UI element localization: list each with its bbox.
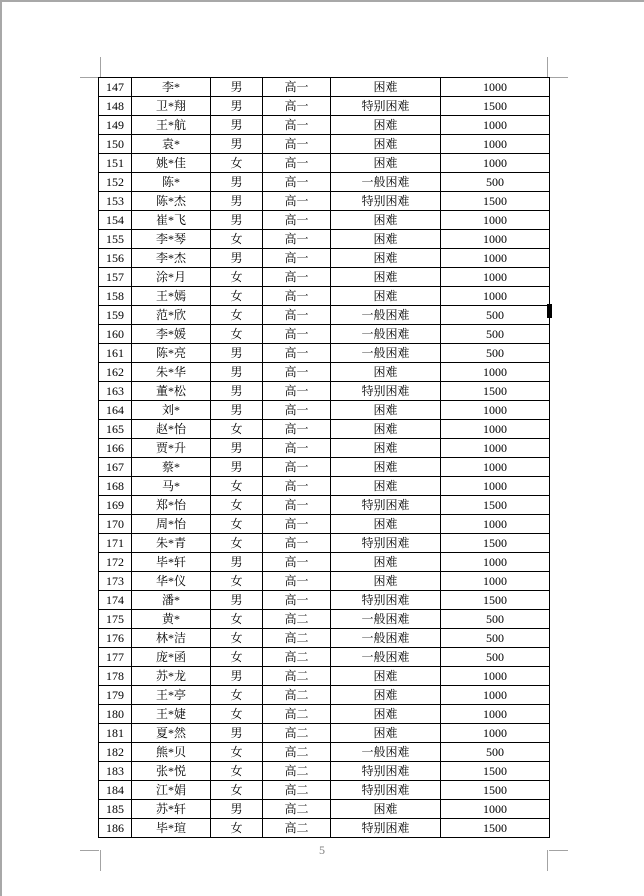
table-row xyxy=(99,97,550,116)
table-row xyxy=(99,572,550,591)
cell-gender: 男 xyxy=(211,401,263,420)
cell-grade: 高一 xyxy=(263,458,331,477)
cell-grade: 高一 xyxy=(263,230,331,249)
cell-gender: 男 xyxy=(211,173,263,192)
cell-amount: 500 xyxy=(441,610,550,629)
cell-difficulty: 一般困难 xyxy=(331,648,441,667)
cell-amount: 1500 xyxy=(441,192,550,211)
cell-name: 潘* xyxy=(132,591,211,610)
cell-amount: 1500 xyxy=(441,762,550,781)
table-row xyxy=(99,534,550,553)
cell-gender: 男 xyxy=(211,78,263,97)
cell-serial: 171 xyxy=(99,534,132,553)
cell-grade: 高一 xyxy=(263,363,331,382)
cell-gender: 男 xyxy=(211,439,263,458)
cell-amount: 500 xyxy=(441,344,550,363)
cell-serial: 161 xyxy=(99,344,132,363)
cell-difficulty: 困难 xyxy=(331,800,441,819)
cell-name: 卫*翔 xyxy=(132,97,211,116)
cell-amount: 500 xyxy=(441,306,550,325)
cell-difficulty: 困难 xyxy=(331,515,441,534)
page-number: 5 xyxy=(319,843,325,857)
cell-grade: 高一 xyxy=(263,192,331,211)
cell-name: 赵*怡 xyxy=(132,420,211,439)
margin-mark-top-right-horizontal xyxy=(549,77,568,78)
cell-name: 李*杰 xyxy=(132,249,211,268)
cell-difficulty: 特别困难 xyxy=(331,762,441,781)
table-row xyxy=(99,363,550,382)
table-row xyxy=(99,610,550,629)
cell-gender: 男 xyxy=(211,135,263,154)
cell-difficulty: 困难 xyxy=(331,401,441,420)
cell-amount: 1000 xyxy=(441,705,550,724)
table-row xyxy=(99,154,550,173)
cell-gender: 男 xyxy=(211,591,263,610)
cell-difficulty: 困难 xyxy=(331,439,441,458)
cell-gender: 女 xyxy=(211,781,263,800)
cell-difficulty: 困难 xyxy=(331,477,441,496)
table-row xyxy=(99,116,550,135)
cell-grade: 高一 xyxy=(263,249,331,268)
cell-serial: 159 xyxy=(99,306,132,325)
cell-amount: 500 xyxy=(441,173,550,192)
table-row xyxy=(99,306,550,325)
cell-serial: 163 xyxy=(99,382,132,401)
cell-difficulty: 困难 xyxy=(331,154,441,173)
table-row xyxy=(99,249,550,268)
cell-name: 苏*轩 xyxy=(132,800,211,819)
cell-gender: 男 xyxy=(211,192,263,211)
cell-grade: 高一 xyxy=(263,78,331,97)
cell-name: 夏*然 xyxy=(132,724,211,743)
cell-name: 朱*青 xyxy=(132,534,211,553)
cell-gender: 男 xyxy=(211,363,263,382)
margin-mark-top-left-horizontal xyxy=(80,77,99,78)
text-cursor-mark xyxy=(547,304,552,318)
table-row xyxy=(99,268,550,287)
cell-serial: 178 xyxy=(99,667,132,686)
cell-amount: 1500 xyxy=(441,819,550,838)
table-row xyxy=(99,230,550,249)
cell-difficulty: 一般困难 xyxy=(331,629,441,648)
cell-serial: 181 xyxy=(99,724,132,743)
cell-amount: 1000 xyxy=(441,249,550,268)
cell-gender: 男 xyxy=(211,553,263,572)
cell-serial: 160 xyxy=(99,325,132,344)
table-row xyxy=(99,439,550,458)
cell-name: 熊*贝 xyxy=(132,743,211,762)
cell-name: 刘* xyxy=(132,401,211,420)
cell-gender: 女 xyxy=(211,762,263,781)
cell-difficulty: 特别困难 xyxy=(331,591,441,610)
cell-amount: 1000 xyxy=(441,800,550,819)
cell-grade: 高一 xyxy=(263,534,331,553)
cell-name: 王*婕 xyxy=(132,705,211,724)
cell-grade: 高一 xyxy=(263,496,331,515)
table-row xyxy=(99,192,550,211)
cell-name: 华*仪 xyxy=(132,572,211,591)
cell-difficulty: 一般困难 xyxy=(331,306,441,325)
cell-gender: 女 xyxy=(211,534,263,553)
cell-grade: 高一 xyxy=(263,344,331,363)
cell-name: 袁* xyxy=(132,135,211,154)
cell-grade: 高二 xyxy=(263,610,331,629)
cell-gender: 女 xyxy=(211,154,263,173)
cell-grade: 高二 xyxy=(263,705,331,724)
cell-gender: 女 xyxy=(211,325,263,344)
table-row xyxy=(99,135,550,154)
cell-difficulty: 困难 xyxy=(331,705,441,724)
table-row xyxy=(99,325,550,344)
cell-difficulty: 特别困难 xyxy=(331,97,441,116)
cell-difficulty: 一般困难 xyxy=(331,173,441,192)
cell-amount: 1000 xyxy=(441,401,550,420)
cell-serial: 151 xyxy=(99,154,132,173)
cell-grade: 高一 xyxy=(263,173,331,192)
cell-serial: 147 xyxy=(99,78,132,97)
cell-serial: 174 xyxy=(99,591,132,610)
cell-name: 范*欣 xyxy=(132,306,211,325)
cell-difficulty: 困难 xyxy=(331,287,441,306)
cell-grade: 高二 xyxy=(263,762,331,781)
cell-difficulty: 困难 xyxy=(331,268,441,287)
cell-amount: 1000 xyxy=(441,686,550,705)
table-row xyxy=(99,629,550,648)
cell-grade: 高一 xyxy=(263,553,331,572)
cell-gender: 女 xyxy=(211,230,263,249)
cell-grade: 高二 xyxy=(263,629,331,648)
table-row xyxy=(99,401,550,420)
cell-amount: 1500 xyxy=(441,591,550,610)
cell-amount: 500 xyxy=(441,629,550,648)
table-row xyxy=(99,591,550,610)
cell-grade: 高一 xyxy=(263,477,331,496)
cell-amount: 1000 xyxy=(441,154,550,173)
cell-grade: 高一 xyxy=(263,135,331,154)
cell-grade: 高一 xyxy=(263,401,331,420)
cell-difficulty: 困难 xyxy=(331,572,441,591)
cell-amount: 1000 xyxy=(441,230,550,249)
table-row xyxy=(99,800,550,819)
cell-gender: 女 xyxy=(211,306,263,325)
cell-grade: 高一 xyxy=(263,287,331,306)
cell-name: 李*琴 xyxy=(132,230,211,249)
cell-serial: 153 xyxy=(99,192,132,211)
cell-serial: 154 xyxy=(99,211,132,230)
cell-serial: 157 xyxy=(99,268,132,287)
cell-name: 蔡* xyxy=(132,458,211,477)
cell-gender: 女 xyxy=(211,420,263,439)
cell-serial: 162 xyxy=(99,363,132,382)
table-row xyxy=(99,762,550,781)
cell-name: 陈* xyxy=(132,173,211,192)
cell-gender: 女 xyxy=(211,743,263,762)
cell-amount: 1500 xyxy=(441,382,550,401)
cell-difficulty: 困难 xyxy=(331,116,441,135)
cell-name: 江*娟 xyxy=(132,781,211,800)
cell-name: 王*亭 xyxy=(132,686,211,705)
cell-grade: 高一 xyxy=(263,211,331,230)
cell-name: 黄* xyxy=(132,610,211,629)
cell-amount: 1000 xyxy=(441,667,550,686)
cell-difficulty: 困难 xyxy=(331,363,441,382)
cell-grade: 高一 xyxy=(263,116,331,135)
cell-gender: 女 xyxy=(211,648,263,667)
cell-difficulty: 困难 xyxy=(331,458,441,477)
cell-difficulty: 困难 xyxy=(331,211,441,230)
cell-name: 李* xyxy=(132,78,211,97)
table-row xyxy=(99,78,550,97)
cell-name: 郑*怡 xyxy=(132,496,211,515)
cell-difficulty: 困难 xyxy=(331,553,441,572)
cell-gender: 男 xyxy=(211,458,263,477)
table-row xyxy=(99,382,550,401)
cell-amount: 1000 xyxy=(441,135,550,154)
table-row xyxy=(99,686,550,705)
cell-gender: 男 xyxy=(211,344,263,363)
cell-amount: 1000 xyxy=(441,458,550,477)
cell-amount: 1000 xyxy=(441,116,550,135)
page-top-edge xyxy=(0,0,644,2)
cell-gender: 男 xyxy=(211,97,263,116)
table-row xyxy=(99,553,550,572)
cell-serial: 175 xyxy=(99,610,132,629)
table-row xyxy=(99,287,550,306)
table-row xyxy=(99,819,550,838)
cell-amount: 1000 xyxy=(441,724,550,743)
cell-gender: 男 xyxy=(211,800,263,819)
cell-amount: 1500 xyxy=(441,496,550,515)
cell-difficulty: 一般困难 xyxy=(331,344,441,363)
cell-gender: 女 xyxy=(211,610,263,629)
cell-gender: 女 xyxy=(211,477,263,496)
table-row xyxy=(99,211,550,230)
cell-name: 贾*升 xyxy=(132,439,211,458)
cell-name: 李*媛 xyxy=(132,325,211,344)
cell-name: 林*洁 xyxy=(132,629,211,648)
table-row xyxy=(99,344,550,363)
cell-gender: 男 xyxy=(211,382,263,401)
cell-amount: 1000 xyxy=(441,477,550,496)
cell-serial: 165 xyxy=(99,420,132,439)
cell-amount: 500 xyxy=(441,743,550,762)
cell-grade: 高一 xyxy=(263,591,331,610)
cell-difficulty: 特别困难 xyxy=(331,192,441,211)
table-row xyxy=(99,173,550,192)
cell-difficulty: 困难 xyxy=(331,686,441,705)
cell-difficulty: 困难 xyxy=(331,78,441,97)
cell-serial: 158 xyxy=(99,287,132,306)
cell-difficulty: 困难 xyxy=(331,135,441,154)
cell-name: 庞*函 xyxy=(132,648,211,667)
margin-mark-top-right-vertical xyxy=(547,57,548,78)
cell-serial: 173 xyxy=(99,572,132,591)
cell-amount: 1000 xyxy=(441,515,550,534)
cell-difficulty: 困难 xyxy=(331,420,441,439)
cell-serial: 156 xyxy=(99,249,132,268)
cell-serial: 166 xyxy=(99,439,132,458)
table-row xyxy=(99,458,550,477)
cell-serial: 164 xyxy=(99,401,132,420)
cell-grade: 高一 xyxy=(263,382,331,401)
cell-difficulty: 特别困难 xyxy=(331,496,441,515)
table-row xyxy=(99,781,550,800)
cell-amount: 500 xyxy=(441,648,550,667)
cell-difficulty: 困难 xyxy=(331,724,441,743)
cell-amount: 1000 xyxy=(441,439,550,458)
cell-serial: 180 xyxy=(99,705,132,724)
cell-serial: 152 xyxy=(99,173,132,192)
cell-grade: 高一 xyxy=(263,97,331,116)
cell-difficulty: 困难 xyxy=(331,667,441,686)
margin-mark-top-left-vertical xyxy=(100,57,101,78)
cell-name: 苏*龙 xyxy=(132,667,211,686)
cell-serial: 179 xyxy=(99,686,132,705)
cell-serial: 170 xyxy=(99,515,132,534)
cell-gender: 男 xyxy=(211,116,263,135)
cell-grade: 高一 xyxy=(263,420,331,439)
cell-gender: 女 xyxy=(211,496,263,515)
table-row xyxy=(99,724,550,743)
cell-amount: 1000 xyxy=(441,553,550,572)
cell-gender: 男 xyxy=(211,211,263,230)
cell-serial: 185 xyxy=(99,800,132,819)
cell-amount: 1000 xyxy=(441,287,550,306)
cell-serial: 184 xyxy=(99,781,132,800)
cell-name: 张*悦 xyxy=(132,762,211,781)
cell-grade: 高一 xyxy=(263,439,331,458)
cell-difficulty: 特别困难 xyxy=(331,781,441,800)
cell-serial: 169 xyxy=(99,496,132,515)
cell-gender: 女 xyxy=(211,705,263,724)
table-row xyxy=(99,496,550,515)
cell-name: 崔*飞 xyxy=(132,211,211,230)
cell-difficulty: 一般困难 xyxy=(331,325,441,344)
cell-amount: 1500 xyxy=(441,781,550,800)
cell-amount: 1000 xyxy=(441,363,550,382)
cell-serial: 149 xyxy=(99,116,132,135)
cell-gender: 男 xyxy=(211,724,263,743)
table-row xyxy=(99,420,550,439)
table-row xyxy=(99,515,550,534)
cell-serial: 168 xyxy=(99,477,132,496)
cell-grade: 高一 xyxy=(263,572,331,591)
cell-gender: 男 xyxy=(211,249,263,268)
cell-amount: 1000 xyxy=(441,268,550,287)
cell-gender: 女 xyxy=(211,287,263,306)
cell-grade: 高二 xyxy=(263,648,331,667)
cell-serial: 183 xyxy=(99,762,132,781)
cell-grade: 高二 xyxy=(263,724,331,743)
cell-grade: 高一 xyxy=(263,268,331,287)
cell-name: 王*航 xyxy=(132,116,211,135)
cell-difficulty: 特别困难 xyxy=(331,382,441,401)
cell-name: 毕*轩 xyxy=(132,553,211,572)
cell-name: 陈*亮 xyxy=(132,344,211,363)
cell-serial: 150 xyxy=(99,135,132,154)
cell-grade: 高二 xyxy=(263,686,331,705)
cell-grade: 高一 xyxy=(263,154,331,173)
cell-gender: 女 xyxy=(211,629,263,648)
cell-serial: 176 xyxy=(99,629,132,648)
table-row xyxy=(99,743,550,762)
cell-amount: 1000 xyxy=(441,572,550,591)
cell-name: 王*嫣 xyxy=(132,287,211,306)
cell-name: 陈*杰 xyxy=(132,192,211,211)
cell-grade: 高二 xyxy=(263,819,331,838)
cell-amount: 1500 xyxy=(441,534,550,553)
cell-serial: 167 xyxy=(99,458,132,477)
cell-amount: 1000 xyxy=(441,78,550,97)
cell-difficulty: 一般困难 xyxy=(331,610,441,629)
cell-grade: 高一 xyxy=(263,325,331,344)
cell-gender: 男 xyxy=(211,667,263,686)
cell-amount: 1000 xyxy=(441,420,550,439)
table-row xyxy=(99,477,550,496)
cell-amount: 1000 xyxy=(441,211,550,230)
cell-gender: 女 xyxy=(211,819,263,838)
cell-grade: 高一 xyxy=(263,515,331,534)
cell-grade: 高二 xyxy=(263,667,331,686)
table-row xyxy=(99,705,550,724)
cell-serial: 182 xyxy=(99,743,132,762)
cell-name: 姚*佳 xyxy=(132,154,211,173)
cell-amount: 1500 xyxy=(441,97,550,116)
cell-name: 周*怡 xyxy=(132,515,211,534)
cell-gender: 女 xyxy=(211,515,263,534)
cell-grade: 高二 xyxy=(263,743,331,762)
cell-name: 马* xyxy=(132,477,211,496)
table-row xyxy=(99,648,550,667)
cell-serial: 186 xyxy=(99,819,132,838)
student-subsidy-table xyxy=(98,77,550,838)
cell-difficulty: 困难 xyxy=(331,230,441,249)
cell-name: 涂*月 xyxy=(132,268,211,287)
cell-grade: 高二 xyxy=(263,781,331,800)
cell-name: 朱*华 xyxy=(132,363,211,382)
cell-serial: 172 xyxy=(99,553,132,572)
cell-gender: 女 xyxy=(211,572,263,591)
cell-name: 毕*瑄 xyxy=(132,819,211,838)
cell-serial: 155 xyxy=(99,230,132,249)
cell-serial: 148 xyxy=(99,97,132,116)
page-left-edge xyxy=(0,0,2,896)
cell-serial: 177 xyxy=(99,648,132,667)
cell-grade: 高二 xyxy=(263,800,331,819)
cell-difficulty: 一般困难 xyxy=(331,743,441,762)
cell-difficulty: 特别困难 xyxy=(331,819,441,838)
cell-grade: 高一 xyxy=(263,306,331,325)
cell-amount: 500 xyxy=(441,325,550,344)
cell-difficulty: 困难 xyxy=(331,249,441,268)
cell-gender: 女 xyxy=(211,686,263,705)
cell-difficulty: 特别困难 xyxy=(331,534,441,553)
table-row xyxy=(99,667,550,686)
cell-gender: 女 xyxy=(211,268,263,287)
cell-name: 董*松 xyxy=(132,382,211,401)
